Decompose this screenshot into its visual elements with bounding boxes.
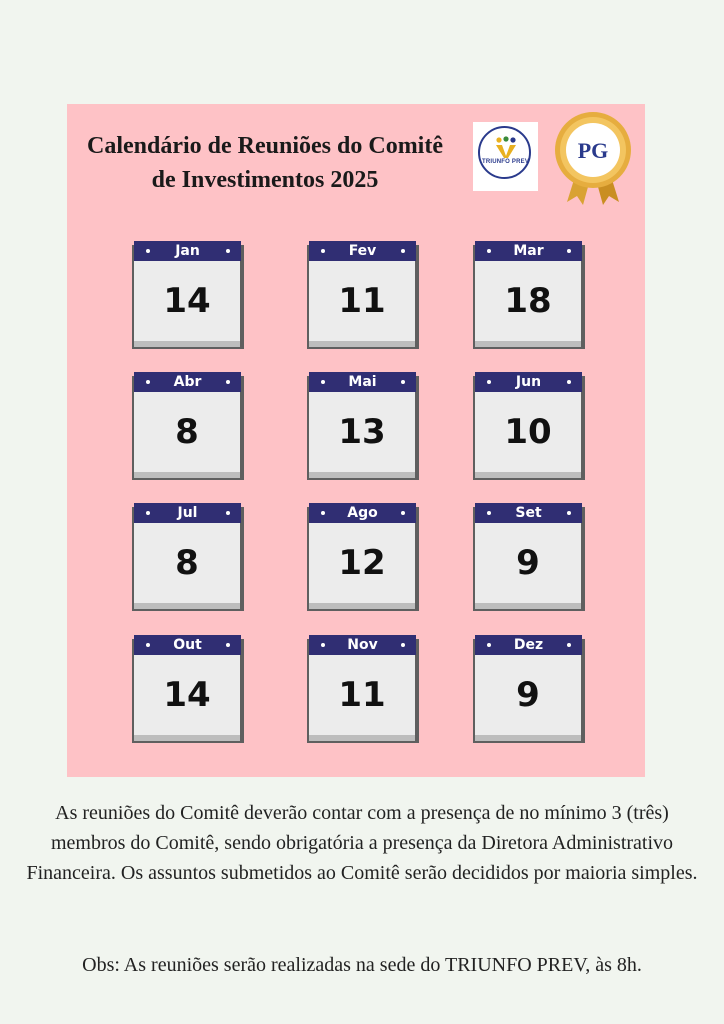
calendar-dez <box>473 635 585 743</box>
triunfo-logo-text: TRIUNFO PREV <box>481 159 530 165</box>
calendar-month: Mai <box>348 374 377 390</box>
calendar-day: 18 <box>504 281 552 321</box>
calendar-month: Abr <box>173 374 202 390</box>
calendar-month: Jul <box>177 505 198 521</box>
calendar-day: 8 <box>175 543 199 583</box>
calendar-page-edge <box>134 341 240 347</box>
calendar-page-edge <box>475 341 581 347</box>
calendar-page-edge <box>134 472 240 478</box>
calendar-ago <box>307 503 419 611</box>
calendar-day: 8 <box>175 412 199 452</box>
calendar-page-edge <box>475 603 581 609</box>
calendar-page-edge <box>134 735 240 741</box>
calendar-jan <box>132 241 244 349</box>
calendar-set <box>473 503 585 611</box>
calendar-page-edge <box>309 341 415 347</box>
calendar-month: Jan <box>175 243 200 259</box>
calendar-page-edge <box>309 472 415 478</box>
triunfo-prev-logo <box>473 122 538 191</box>
calendar-month: Out <box>173 637 202 653</box>
calendar-day: 13 <box>338 412 386 452</box>
calendar-day: 9 <box>516 675 540 715</box>
calendar-page-edge <box>309 735 415 741</box>
title-line-2: de Investimentos 2025 <box>151 167 379 193</box>
calendar-month: Set <box>515 505 542 521</box>
calendar-jul <box>132 503 244 611</box>
calendar-day: 14 <box>163 675 211 715</box>
calendar-jun <box>473 372 585 480</box>
calendar-day: 9 <box>516 543 540 583</box>
pro-gestao-seal <box>553 110 633 205</box>
calendar-day: 11 <box>338 281 386 321</box>
calendar-month: Nov <box>347 637 378 653</box>
calendar-month: Ago <box>347 505 378 521</box>
seal-letters: PG <box>577 138 609 163</box>
committee-note: As reuniões do Comitê deverão contar com a presença de no mínimo 3 (três) membros do Comitê, sendo obrigatória a presença da Diretora Administrativo Financeira. Os assuntos submetidos ao Comitê serão decididos por maioria simples. <box>26 802 698 884</box>
calendar-month: Jun <box>515 374 542 390</box>
calendar-day: 11 <box>338 675 386 715</box>
title-line-1: Calendário de Reuniões do Comitê <box>87 133 443 159</box>
calendar-day: 14 <box>163 281 211 321</box>
calendar-month: Mar <box>513 243 544 259</box>
calendar-out <box>132 635 244 743</box>
calendar-day: 12 <box>338 543 386 583</box>
location-note: Obs: As reuniões serão realizadas na sede do TRIUNFO PREV, às 8h. <box>82 954 642 976</box>
calendar-abr <box>132 372 244 480</box>
calendar-mai <box>307 372 419 480</box>
page-title <box>60 129 470 197</box>
calendar-month: Dez <box>513 637 544 653</box>
calendar-mar <box>473 241 585 349</box>
calendar-page-edge <box>475 735 581 741</box>
triunfo-figures-icon <box>494 136 518 158</box>
calendar-page-edge <box>309 603 415 609</box>
calendar-page-edge <box>475 472 581 478</box>
calendar-month: Fev <box>348 243 377 259</box>
calendar-fev <box>307 241 419 349</box>
calendar-nov <box>307 635 419 743</box>
calendar-page-edge <box>134 603 240 609</box>
calendar-day: 10 <box>504 412 552 452</box>
